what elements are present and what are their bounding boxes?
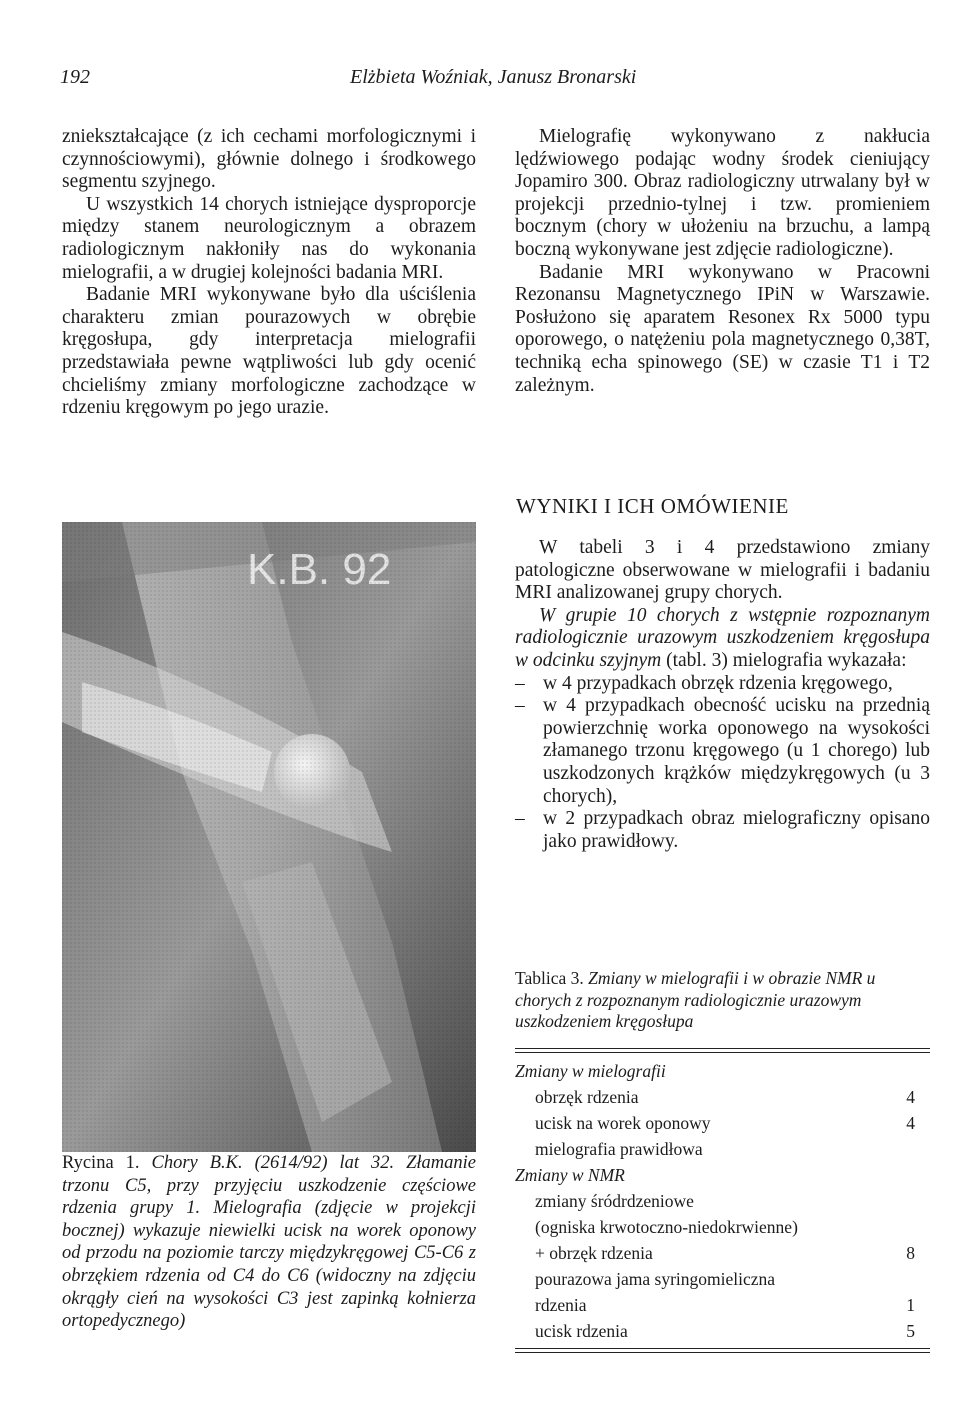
dash-bullet: – [515, 672, 525, 694]
table-caption [515, 968, 930, 1033]
paragraph [515, 605, 930, 673]
cell-label: ucisk na worek oponowy [535, 1113, 711, 1133]
results-section [515, 537, 930, 853]
cell-label: + obrzęk rdzenia [535, 1243, 653, 1263]
cell-label: zmiany śródrdzeniowe [535, 1191, 694, 1211]
caption-prefix: Rycina 1. [62, 1153, 152, 1173]
cell-value: 8 [906, 1243, 915, 1263]
table-bottom-rule [515, 1348, 930, 1349]
table-row [515, 1136, 930, 1162]
table-row [515, 1110, 930, 1136]
left-column [62, 126, 476, 420]
dash-bullet: – [515, 808, 525, 830]
table-3 [515, 1058, 930, 1344]
page-number: 192 [60, 66, 90, 88]
right-column [515, 126, 930, 397]
table-group-heading [515, 1058, 930, 1084]
cell-value [885, 1214, 930, 1240]
paragraph: Badanie MRI wykonywane było dla uściślenia charakteru zmian pourazowych w obrębie kręgosłupa, gdy interpretacja mielografii przedstawiała pewne wątpliwości lub gdy ocenić chcieliśmy zmiany morfologiczne zachodzące w rdzeniu kręgowym po jego urazie. [62, 284, 476, 419]
paragraph: W tabeli 3 i 4 przedstawiono zmiany patologiczne obserwowane w mielografii i badaniu MRI analizowanej grupy chorych. [515, 537, 930, 604]
cell-value [885, 1266, 930, 1292]
paragraph: Badanie MRI wykonywano w Pracowni Rezonansu Magnetycznego IPiN w Warszawie. Posłużono się aparatem Resonex Rx 5000 typu oporowego, o natężeniu pola magnetycznego 0,38T, techniką echa spinowego (SE) w czasie T1 i T2 zależnym. [515, 261, 930, 396]
cell-value [885, 1136, 930, 1162]
table-top-rule [515, 1052, 930, 1053]
table-row [515, 1188, 930, 1214]
list-item [515, 673, 930, 696]
table-row [515, 1214, 930, 1240]
table-row [515, 1318, 930, 1344]
cell-value [885, 1058, 930, 1084]
list-item-text: w 2 przypadkach obraz mielograficzny opisano jako prawidłowy. [543, 808, 930, 852]
table-row [515, 1266, 930, 1292]
running-head: Elżbieta Woźniak, Janusz Bronarski [350, 66, 637, 88]
italic-text: W grupie 10 chorych z wstępnie rozpoznanym radiologicznie urazowym uszkodzeniem kręgosłupa w odcinku szyjnym [515, 604, 930, 671]
list-item-text: w 4 przypadkach obecność ucisku na przednią powierzchnię worka oponowego na wysokości złamanego trzonu kręgowego (u 1 chorego) lub uszkodzonych krążków międzykręgowych (u 3 chorych), [543, 695, 930, 807]
halftone-overlay [62, 522, 476, 1152]
table-row [515, 1084, 930, 1110]
xray-image [62, 522, 476, 1152]
cell-label: mielografia prawidłowa [535, 1139, 703, 1159]
cell-value [885, 1162, 930, 1188]
table-caption-text: Zmiany w mielografii i w obrazie NMR u chorych z rozpoznanym radiologicznie urazowym uszkodzeniem kręgosłupa [515, 968, 876, 1032]
cell-label: (ogniska krwotoczno-niedokrwienne) [535, 1217, 798, 1237]
paragraph: Mielografię wykonywano z nakłucia lędźwiowego podając wodny środek cieniujący Jopamiro 300. Obraz radiologiczny utrwalany był w projekcji przednio-tylnej i tzw. promieniem bocznym (chory w ułożeniu na brzuchu, a lampą boczną wykonywane jest zdjęcie radiologiczne). [515, 126, 930, 260]
dash-bullet: – [515, 695, 525, 717]
table-row [515, 1240, 930, 1266]
paragraph: U wszystkich 14 chorych istniejące dysproporcje między stanem neurologicznym a obrazem radiologicznym nakłoniły nas do wykonania mielografii, a w drugiej kolejności badania MRI. [62, 193, 476, 283]
cell-label: obrzęk rdzenia [535, 1087, 639, 1107]
cell-value: 5 [906, 1321, 915, 1341]
list-item [515, 808, 930, 853]
cell-label: ucisk rdzenia [535, 1321, 628, 1341]
figure-caption [62, 1152, 476, 1333]
section-heading: WYNIKI I ICH OMÓWIENIE [516, 494, 789, 518]
cell-value: 4 [906, 1087, 915, 1107]
paragraph: zniekształcające (z ich cechami morfologicznymi i czynnościowymi), głównie dolnego i środkowego segmentu szyjnego. [62, 126, 476, 193]
table-group-heading [515, 1162, 930, 1188]
list-item [515, 695, 930, 808]
table-top-rule [515, 1048, 930, 1049]
cell-label: rdzenia [535, 1295, 587, 1315]
cell-label: pourazowa jama syringomieliczna [535, 1269, 776, 1289]
caption-text: Chory B.K. (2614/92) lat 32. Złamanie trzonu C5, przy przyjęciu uszkodzenie częściowe rdzenia grupy 1. Mielografia (zdjęcie w projekcji bocznej) wykazuje niewielki ucisk na worek oponowy od przodu na poziomie tarczy międzykręgowej C5-C6 z obrzękiem rdzenia od C4 do C6 (widoczny na zdjęciu okrągły cień na wysokości C3 jest zapinką kołnierza ortopedycznego) [62, 1153, 476, 1332]
figure-myelogram [62, 522, 476, 1152]
cell-value [885, 1188, 930, 1214]
cell-value: 4 [906, 1113, 915, 1133]
table-caption-prefix: Tablica 3. [515, 968, 589, 988]
table-row [515, 1292, 930, 1318]
table-bottom-rule [515, 1352, 930, 1353]
cell-label: Zmiany w NMR [515, 1165, 625, 1185]
cell-label: Zmiany w mielografii [515, 1061, 666, 1081]
list-item-text: w 4 przypadkach obrzęk rdzenia kręgowego, [543, 672, 893, 694]
text: (tabl. 3) mielografia wykazała: [661, 649, 907, 671]
cell-value: 1 [906, 1295, 915, 1315]
